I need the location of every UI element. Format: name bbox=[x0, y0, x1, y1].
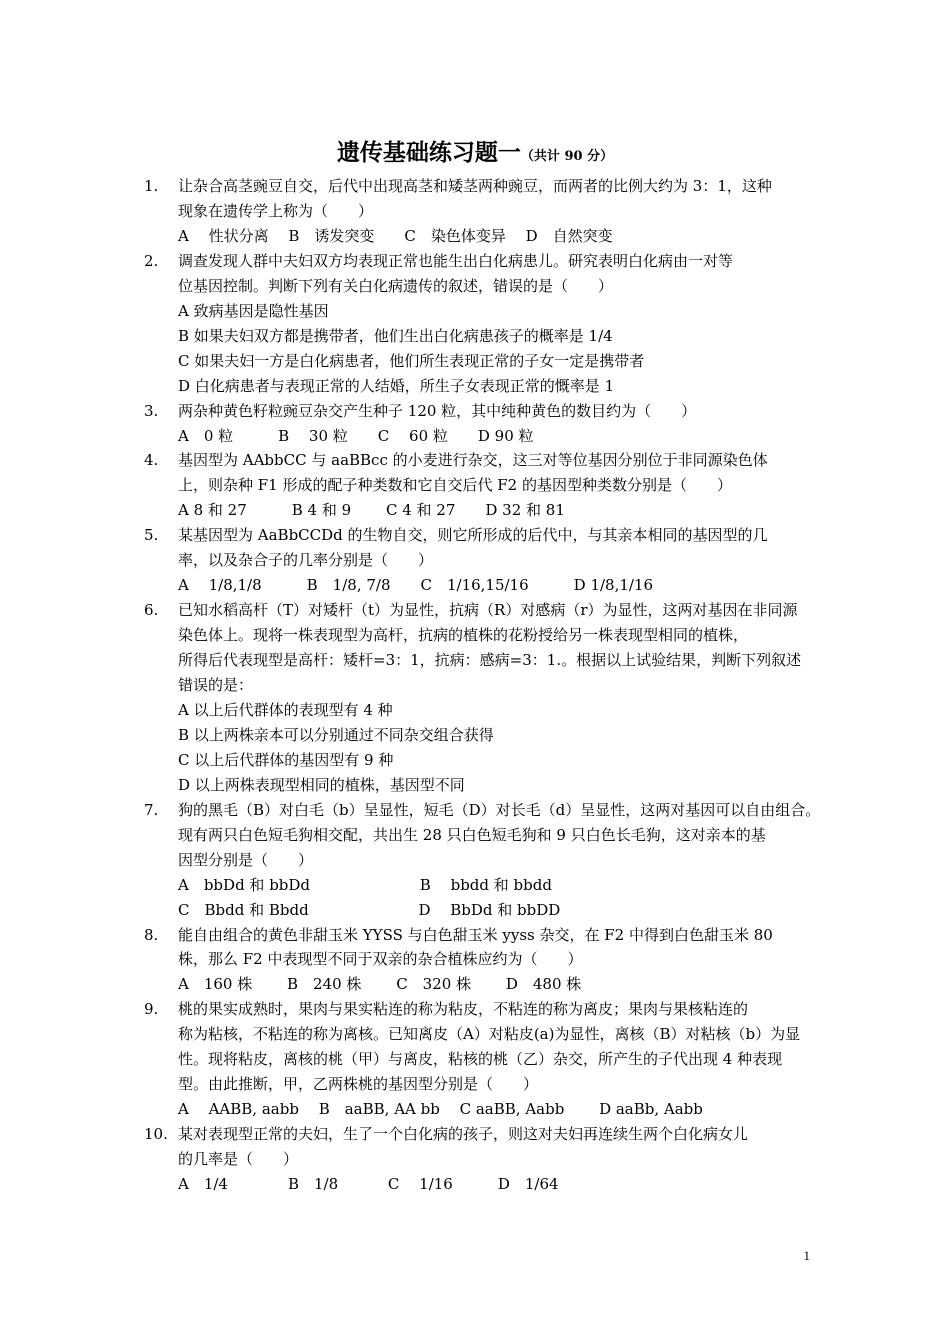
question-line: 调查发现人群中夫妇双方均表现正常也能生出白化病患儿。研究表明白化病由一对等 bbox=[178, 251, 734, 270]
question-line: C 以上后代群体的基因型有 9 种 bbox=[178, 750, 394, 769]
question-number: 9. bbox=[144, 1000, 159, 1019]
question-line: 上，则杂种 F1 形成的配子种类数和它自交后代 F2 的基因型种类数分别是（ ） bbox=[178, 476, 732, 495]
question-number: 1. bbox=[144, 177, 159, 195]
question-line: 狗的黑毛（B）对白毛（b）呈显性，短毛（D）对长毛（d）呈显性，这两对基因可以自由组合。 bbox=[178, 800, 821, 819]
question-number: 8. bbox=[144, 925, 159, 944]
page-number: 1 bbox=[803, 1248, 810, 1263]
question-line: 两杂种黄色籽粒豌豆杂交产生种子 120 粒，其中纯种黄色的数目约为（ ） bbox=[178, 401, 697, 420]
question-line: 某基因型为 AaBbCCDd 的生物自交，则它所形成的后代中，与其亲本相同的基因型的几 bbox=[178, 526, 768, 545]
title-score: （共计 90 分） bbox=[520, 149, 614, 164]
question-line: 桃的果实成熟时，果肉与果实粘连的称为粘皮，不粘连的称为离皮；果肉与果核粘连的 bbox=[178, 1000, 749, 1019]
question-line: A AABB, aabb B aaBB, AA bb C aaBB, Aabb D aaBb, Aabb bbox=[178, 1100, 703, 1119]
question-line: 性。现将粘皮，离核的桃（甲）与离皮，粘核的桃（乙）杂交，所产生的子代出现 4 种表现 bbox=[178, 1050, 783, 1069]
question-line: 基因型为 AAbbCC 与 aaBBcc 的小麦进行杂交，这三对等位基因分别位于非同源染色体 bbox=[178, 451, 768, 470]
question-line: A 1/8,1/8 B 1/8, 7/8 C 1/16,15/16 D 1/8,1/16 bbox=[178, 576, 654, 595]
question-line: 染色体上。现将一株表现型为高杆，抗病的植株的花粉授给另一株表现型相同的植株， bbox=[178, 626, 749, 645]
question-number: 6. bbox=[144, 601, 159, 620]
title-main: 遗传基础练习题一 bbox=[336, 139, 521, 166]
question-line: 现有两只白色短毛狗相交配，共出生 28 只白色短毛狗和 9 只白色长毛狗，这对亲本的基 bbox=[178, 825, 766, 844]
question-line: 因型分别是（ ） bbox=[178, 850, 314, 869]
question-line: C 如果夫妇一方是白化病患者，他们所生表现正常的子女一定是携带者 bbox=[178, 351, 645, 370]
question-line: A 性状分离 B 诱发突变 C 染色体变异 D 自然突变 bbox=[178, 226, 613, 245]
question-line: 某对表现型正常的夫妇，生了一个白化病的孩子，则这对夫妇再连续生两个白化病女儿 bbox=[178, 1125, 749, 1144]
question-number: 3. bbox=[144, 401, 159, 420]
question-line: 让杂合高茎豌豆自交，后代中出现高茎和矮茎两种豌豆，而两者的比例大约为 3：1，这种 bbox=[178, 177, 772, 195]
question-line: A 0 粒 B 30 粒 C 60 粒 D 90 粒 bbox=[178, 426, 534, 445]
question-line: 株，那么 F2 中表现型不同于双亲的杂合植株应约为（ ） bbox=[178, 950, 583, 969]
question-line: D 白化病患者与表现正常的人结婚，所生子女表现正常的慨率是 1 bbox=[178, 376, 615, 395]
question-line: C Bbdd 和 Bbdd D BbDd 和 bbDD bbox=[178, 900, 561, 919]
question-line: 称为粘核，不粘连的称为离核。已知离皮（A）对粘皮(a)为显性，离核（B）对粘核（b）为显 bbox=[178, 1025, 801, 1044]
question-line: B 以上两株亲本可以分别通过不同杂交组合获得 bbox=[178, 725, 494, 744]
question-number: 5. bbox=[144, 526, 159, 545]
question-line: D 以上两株表现型相同的植株，基因型不同 bbox=[178, 775, 465, 794]
question-line: 率，以及杂合子的几率分别是（ ） bbox=[178, 551, 434, 570]
question-number: 7. bbox=[144, 800, 159, 819]
question-line: A 160 株 B 240 株 C 320 株 D 480 株 bbox=[178, 975, 582, 994]
question-line: 位基因控制。判断下列有关白化病遗传的叙述，错误的是（ ） bbox=[178, 276, 614, 295]
question-line: A bbDd 和 bbDd B bbdd 和 bbdd bbox=[178, 875, 552, 894]
question-line: 现象在遗传学上称为（ ） bbox=[178, 201, 374, 220]
question-line: 所得后代表现型是高杆：矮杆=3：1，抗病：感病=3：1.。根据以上试验结果，判断下列叙述 bbox=[178, 651, 802, 670]
question-number: 4. bbox=[144, 451, 159, 470]
page-title bbox=[0, 134, 950, 167]
question-line: 型。由此推断，甲，乙两株桃的基因型分别是（ ） bbox=[178, 1075, 539, 1094]
question-line: A 致病基因是隐性基因 bbox=[178, 301, 329, 320]
question-line: 的几率是（ ） bbox=[178, 1150, 299, 1169]
question-line: A 以上后代群体的表现型有 4 种 bbox=[178, 700, 393, 719]
question-line: B 如果夫妇双方都是携带者，他们生出白化病患孩子的概率是 1/4 bbox=[178, 326, 613, 345]
question-line: 能自由组合的黄色非甜玉米 YYSS 与白色甜玉米 yyss 杂交，在 F2 中得到白色甜玉米 80 bbox=[178, 925, 773, 944]
question-number: 2. bbox=[144, 251, 159, 270]
question-line: A 1/4 B 1/8 C 1/16 D 1/64 bbox=[178, 1175, 559, 1193]
question-line: 错误的是： bbox=[178, 676, 254, 694]
question-line: A 8 和 27 B 4 和 9 C 4 和 27 D 32 和 81 bbox=[178, 501, 565, 520]
question-number: 10. bbox=[144, 1125, 168, 1144]
question-line: 已知水稻高杆（T）对矮杆（t）为显性，抗病（R）对感病（r）为显性，这两对基因在非同源 bbox=[178, 601, 798, 620]
